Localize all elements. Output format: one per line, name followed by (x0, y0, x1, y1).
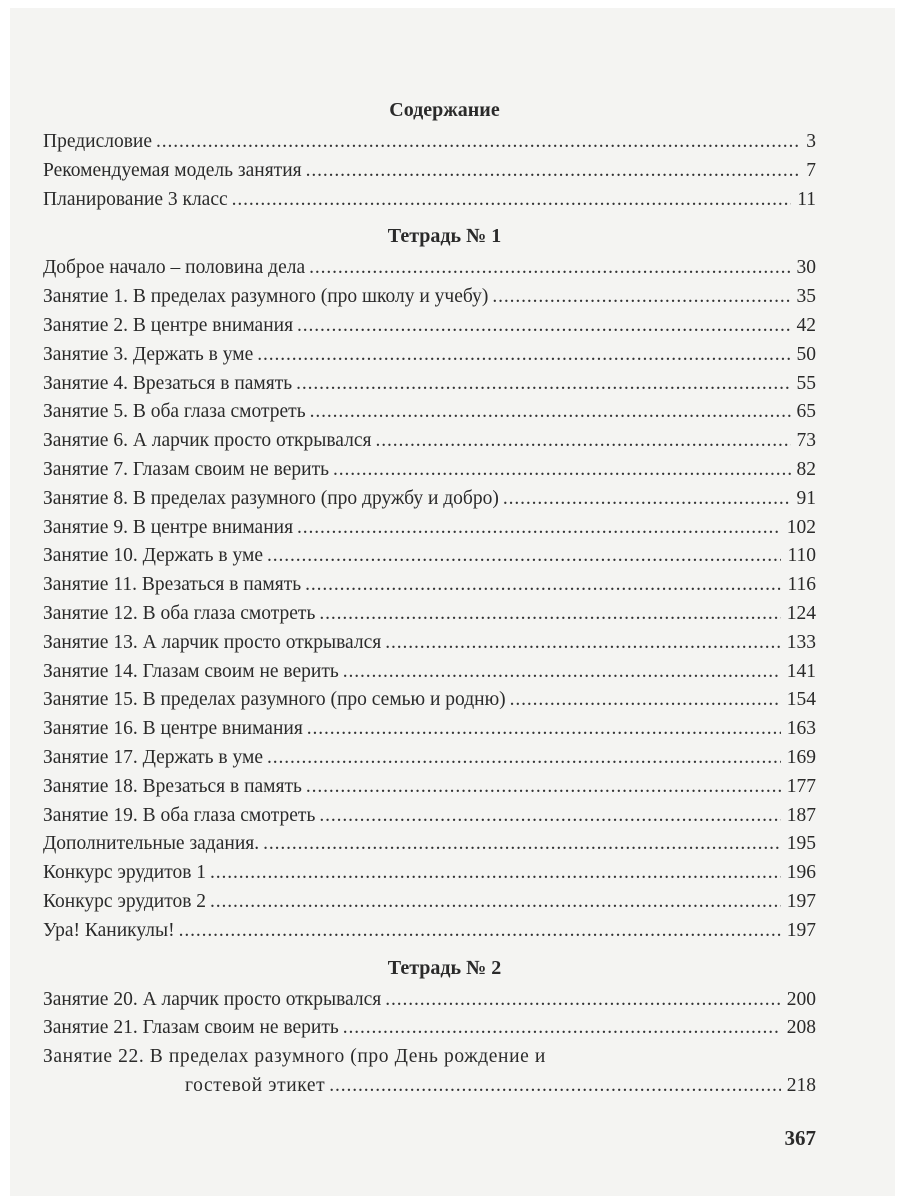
toc-entry-page: 177 (786, 775, 816, 797)
toc-entry-title: Занятие 7. Глазам своим не верить (43, 458, 330, 480)
toc-entry-page: 141 (786, 660, 816, 682)
book-page (10, 8, 895, 1196)
dot-leader (319, 600, 780, 629)
toc-entry (43, 744, 816, 773)
toc-entry-title: Ура! Каникулы! (43, 919, 175, 941)
toc-entry-page: 208 (786, 1017, 816, 1039)
dot-leader (329, 1072, 781, 1101)
toc-entry (43, 128, 816, 157)
toc-entry-page: 65 (796, 401, 816, 423)
toc-entry-title: Занятие 4. Врезаться в память (43, 372, 293, 394)
toc-entry (43, 542, 816, 571)
dot-leader (232, 186, 792, 215)
page-title: Содержание (389, 99, 500, 121)
toc-entry-page: 218 (786, 1074, 816, 1096)
toc-entry-title: Доброе начало – половина дела (43, 257, 306, 279)
toc-entry-title: Конкурс эрудитов 1 (43, 862, 207, 884)
toc-entry-title: Занятие 15. В пределах разумного (про семью и родню) (43, 689, 506, 711)
dot-leader (307, 715, 781, 744)
dot-leader (267, 744, 781, 773)
toc-entry-page: 133 (786, 631, 816, 653)
toc-entry-title: Предисловие (43, 131, 153, 152)
toc-entry-page: 55 (796, 372, 816, 394)
dot-leader (263, 830, 781, 859)
toc-entry-page: 124 (786, 602, 816, 624)
dot-leader (305, 571, 781, 600)
toc-entry (43, 427, 816, 456)
toc-entry-page: 42 (796, 314, 816, 336)
section-heading-notebook-1: Тетрадь № 1 (387, 225, 502, 248)
toc-entry-page: 116 (787, 574, 816, 596)
dot-leader (296, 370, 790, 399)
toc-entry (43, 888, 816, 917)
front-matter-list (43, 128, 816, 214)
toc-entry (43, 485, 816, 514)
toc-entry-title: Занятие 20. А ларчик просто открывался (43, 988, 382, 1010)
toc-entry-title: Занятие 10. Держать в уме (43, 545, 263, 567)
toc-entry-title: Занятие 1. В пределах разумного (про школу и учебу) (43, 286, 489, 308)
toc-entry-page: 154 (786, 689, 816, 711)
dot-leader (333, 456, 790, 485)
toc-entry-title: Занятие 9. В центре внимания (43, 516, 294, 538)
toc-entry (43, 1014, 816, 1043)
toc-entry-title: Рекомендуемая модель занятия (43, 159, 302, 181)
toc-entry (43, 600, 816, 629)
dot-leader (306, 157, 801, 186)
toc-entry (43, 629, 816, 658)
toc-entry-page: 197 (786, 919, 816, 941)
dot-leader (510, 686, 781, 715)
dot-leader (503, 485, 791, 514)
toc-entry (43, 283, 816, 312)
toc-entry-title: Занятие 3. Держать в уме (43, 343, 254, 365)
toc-entry-title: Дополнительные задания. (43, 833, 260, 855)
toc-entry (43, 686, 816, 715)
dot-leader (492, 283, 790, 312)
toc-entry-page: 196 (786, 862, 816, 884)
toc-entry (43, 312, 816, 341)
toc-entry-page: 82 (796, 458, 816, 480)
dot-leader (385, 629, 781, 658)
toc-entry (43, 715, 816, 744)
toc-entry (43, 571, 816, 600)
dot-leader (343, 1014, 781, 1043)
toc-entry-title: Занятие 21. Глазам своим не верить (43, 1017, 339, 1039)
toc-entry-page: 169 (786, 746, 816, 768)
toc-entry-title: Занятие 18. Врезаться в память (43, 775, 302, 797)
toc-entry-title: Занятие 11. Врезаться в память (43, 574, 302, 596)
toc-entry (43, 773, 816, 802)
toc-entry-title: Занятие 2. В центре внимания (43, 314, 294, 336)
toc-entry-page: 3 (806, 131, 816, 152)
toc-entry-title: Занятие 19. В оба глаза смотреть (43, 804, 316, 826)
toc-entry (43, 186, 816, 215)
toc-entry-multiline-second (43, 1072, 816, 1101)
toc-entry (43, 398, 816, 427)
toc-entry-page: 35 (796, 286, 816, 308)
toc-entry-page: 50 (796, 343, 816, 365)
toc-entry-title: Занятие 14. Глазам своим не верить (43, 660, 339, 682)
notebook-2-list (43, 986, 816, 1044)
dot-leader (309, 254, 790, 283)
toc-entry-page: 30 (796, 257, 816, 279)
dot-leader (267, 542, 781, 571)
dot-leader (297, 514, 781, 543)
toc-entry-title-continued: гостевой этикет (185, 1074, 326, 1096)
table-of-contents (43, 96, 816, 1150)
toc-entry (43, 658, 816, 687)
dot-leader (310, 398, 791, 427)
toc-entry-page: 102 (786, 516, 816, 538)
toc-entry-title: Занятие 17. Держать в уме (43, 746, 263, 768)
toc-entry (43, 456, 816, 485)
toc-entry-page: 11 (797, 188, 816, 210)
dot-leader (156, 128, 800, 157)
toc-entry-title: Занятие 8. В пределах разумного (про дружбу и добро) (43, 487, 499, 509)
page-number: 367 (784, 1126, 816, 1150)
dot-leader (179, 917, 781, 946)
toc-entry-multiline-first (43, 1043, 816, 1072)
toc-entry-page: 110 (787, 545, 816, 567)
dot-leader (210, 859, 781, 888)
toc-entry-title: Конкурс эрудитов 2 (43, 890, 207, 912)
toc-entry-page: 197 (786, 890, 816, 912)
toc-entry-title: Занятие 22. В пределах разумного (про День рождение и (43, 1046, 546, 1068)
toc-entry-title: Занятие 6. А ларчик просто открывался (43, 430, 372, 452)
toc-entry (43, 341, 816, 370)
dot-leader (375, 427, 790, 456)
dot-leader (319, 802, 780, 831)
dot-leader (343, 658, 781, 687)
toc-entry (43, 254, 816, 283)
toc-entry-page: 195 (786, 833, 816, 855)
section-heading-notebook-2: Тетрадь № 2 (387, 956, 502, 979)
toc-entry-title: Занятие 16. В центре внимания (43, 718, 303, 740)
toc-entry-page: 187 (786, 804, 816, 826)
toc-entry (43, 859, 816, 888)
toc-entry (43, 986, 816, 1015)
notebook-1-list (43, 254, 816, 945)
toc-entry (43, 830, 816, 859)
toc-entry-page: 73 (796, 430, 816, 452)
toc-entry-title: Занятие 5. В оба глаза смотреть (43, 401, 306, 423)
dot-leader (257, 341, 790, 370)
toc-entry-page: 91 (796, 487, 816, 509)
dot-leader (297, 312, 790, 341)
toc-entry-page: 200 (786, 988, 816, 1010)
toc-entry-title: Занятие 12. В оба глаза смотреть (43, 602, 316, 624)
dot-leader (210, 888, 781, 917)
dot-leader (306, 773, 781, 802)
toc-entry (43, 514, 816, 543)
dot-leader (385, 986, 781, 1015)
toc-entry-title: Занятие 13. А ларчик просто открывался (43, 631, 382, 653)
toc-entry (43, 917, 816, 946)
toc-entry-page: 163 (786, 718, 816, 740)
toc-entry (43, 157, 816, 186)
toc-entry (43, 370, 816, 399)
toc-entry-page: 7 (806, 159, 816, 181)
toc-entry-title: Планирование 3 класс (43, 188, 228, 210)
toc-entry (43, 802, 816, 831)
